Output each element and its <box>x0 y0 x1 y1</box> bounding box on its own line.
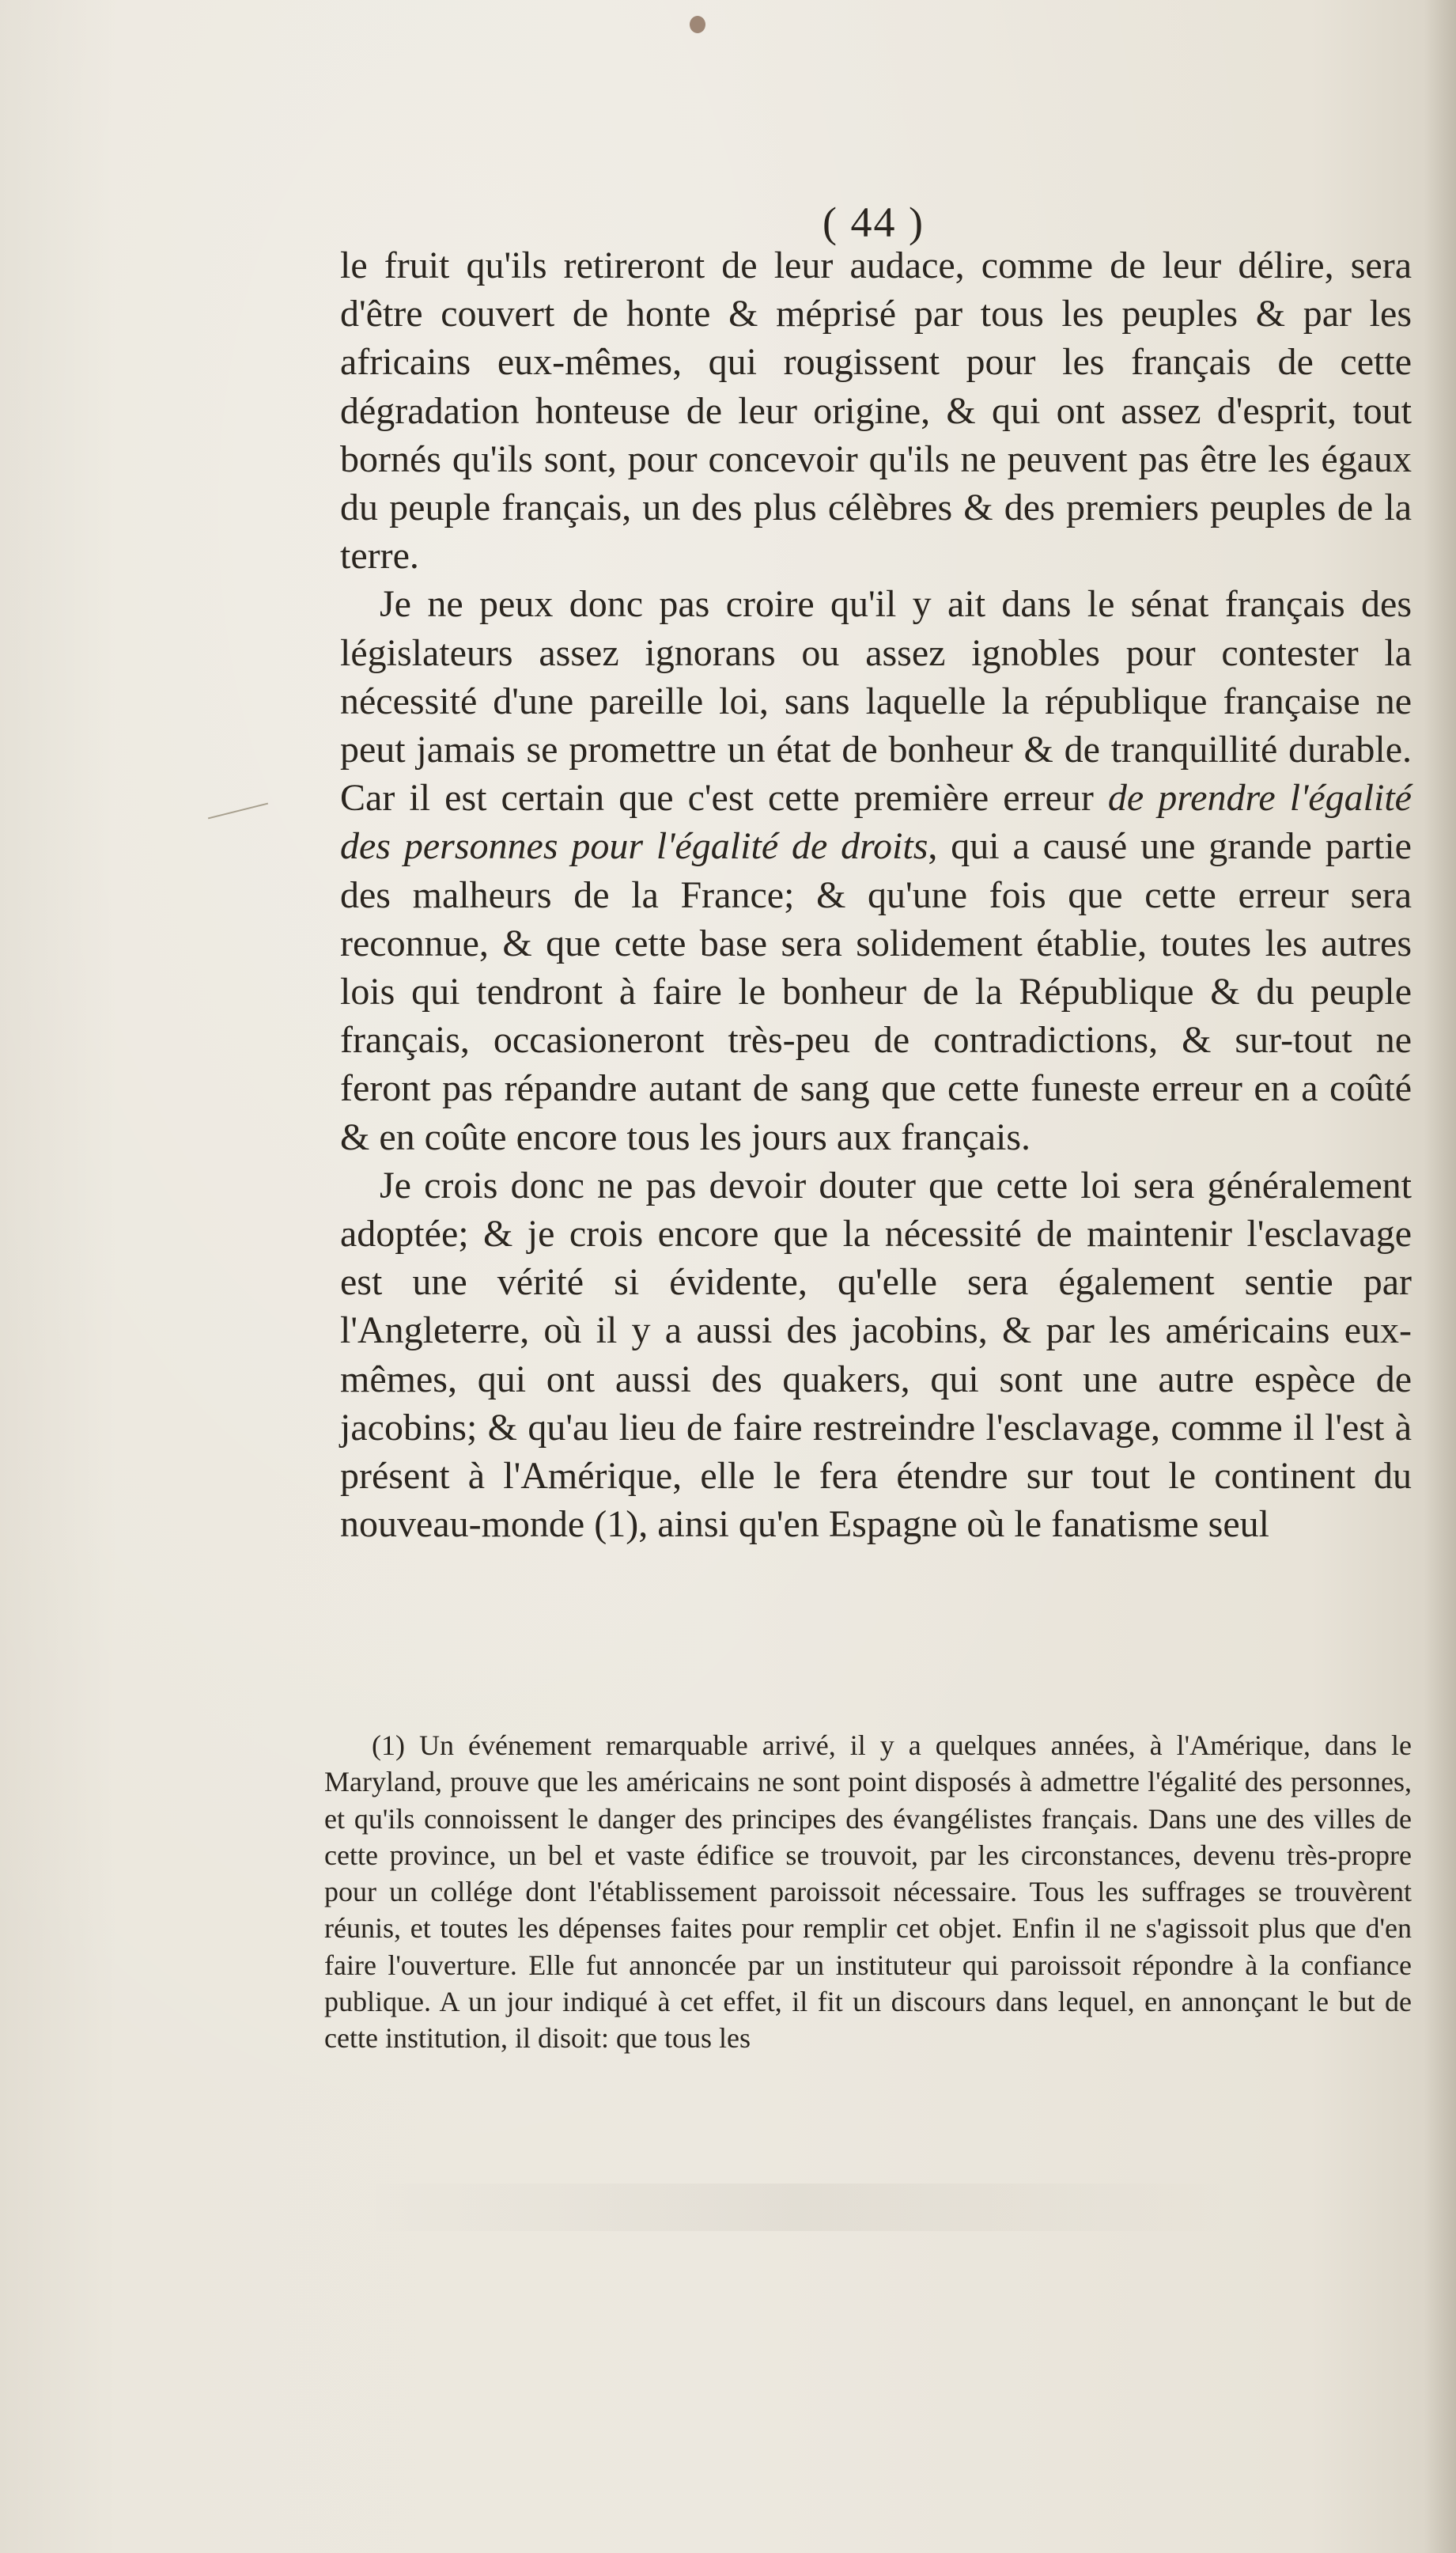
page-edge-shadow <box>1424 0 1456 2553</box>
margin-pencil-mark <box>208 803 268 820</box>
paragraph-2-text-before: Je ne peux donc pas croire qu'il y ait dans le sénat français des législateurs assez ignorans ou assez ignobles pour contester la nécessité d'une pareille loi, sans laquelle la république française ne peut jamais se promettre un état de bonheur & de tranquillité durable. Car il est certain que c'est cette première erreur <box>340 583 1412 820</box>
paragraph-2 <box>340 580 1412 1161</box>
paragraph-2-text-after: , qui a causé une grande partie des malheurs de la France; & qu'une fois que cette erreur sera reconnue, & que cette base sera solidement établie, toutes les autres lois qui tendront à faire le bonheur de la République & du peuple français, occasioneront très-peu de contradictions, & sur-tout ne feront pas répandre autant de sang que cette funeste erreur en a coûté & en coûte encore tous les jours aux français. <box>340 825 1412 1158</box>
paragraph-2-italic-phrase: de prendre l'égalité des personnes pour l'égalité de droits <box>340 777 1412 868</box>
footnote-text: (1) Un événement remarquable arrivé, il y a quelques années, à l'Amérique, dans le Maryland, prouve que les américains ne sont point disposés à admettre l'égalité des personnes, et qu'ils connoissent le danger des principes des évangélistes français. Dans une des villes de cette province, un bel et vaste édifice se trouvoit, par les circonstances, devenu très-propre pour un collége dont l'établissement paroissoit nécessaire. Tous les suffrages se trouvèrent réunis, et toutes les dépenses faites pour remplir cet objet. Enfin il ne s'agissoit plus que d'en faire l'ouverture. Elle fut annoncée par un instituteur qui paroissoit répondre à la confiance publique. A un jour indiqué à cet effet, il fit un discours dans lequel, en annonçant le but de cette institution, il disoit: que tous les <box>324 1729 1412 2055</box>
paragraph-1: le fruit qu'ils retireront de leur audace, comme de leur délire, sera d'être couvert de honte & méprisé par tous les peuples & par les africains eux-mêmes, qui rougissent pour les français de cette dégradation honteuse de leur origine, & qui ont assez d'esprit, tout bornés qu'ils sont, pour concevoir qu'ils ne peuvent pas être les égaux du peuple français, un des plus célèbres & des premiers peuples de la terre. <box>340 244 1412 578</box>
paragraph-3: Je crois donc ne pas devoir douter que cette loi sera généralement adoptée; & je crois encore que la nécessité de maintenir l'esclavage est une vérité si évidente, qu'elle sera également sentie par l'Angleterre, où il y a aussi des jacobins, & par les américains eux-mêmes, qui ont aussi des quakers, qui sont une autre espèce de jacobins; & qu'au lieu de faire restreindre l'esclavage, comme il l'est à présent à l'Amérique, elle le fera étendre sur tout le continent du nouveau-monde (1), ainsi qu'en Espagne où le fanatisme seul <box>340 1164 1412 1546</box>
main-text-block <box>340 241 1412 1548</box>
ink-speck <box>690 16 705 33</box>
page-number: ( 44 ) <box>823 199 925 246</box>
footnote-block <box>324 1727 1412 2057</box>
show-through-bleed <box>364 2184 1234 2231</box>
